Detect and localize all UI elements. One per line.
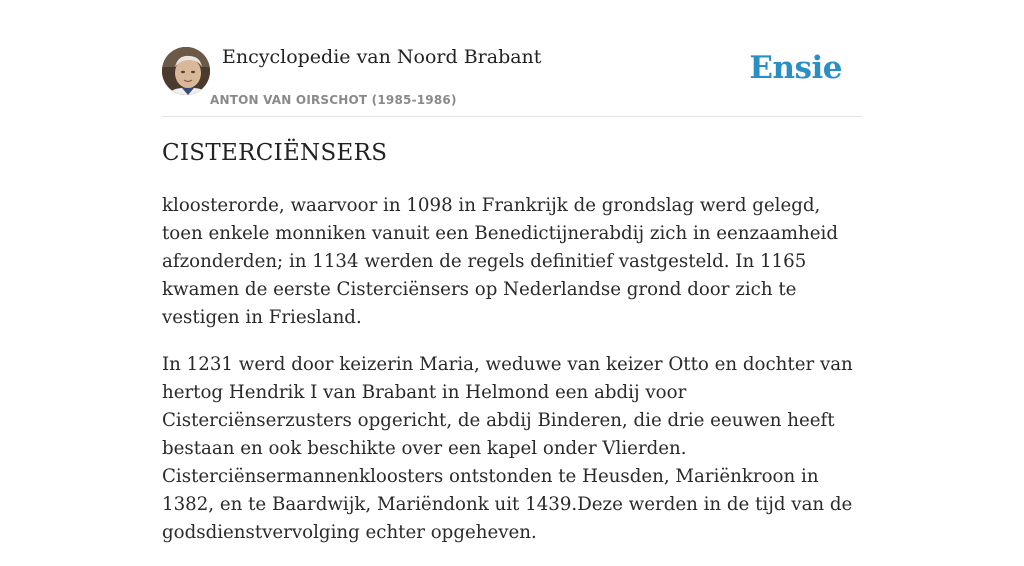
entry-paragraph: In 1231 werd door keizerin Maria, weduwe van keizer Otto en dochter van hertog Hendrik I van Brabant in Helmond een abdij voor Cisterciënserzusters opgericht, de abdij Binderen, die drie eeuwen heeft bestaan en ook beschikte over een kapel onder Vlierden. Cisterciënsermannenkloosters ontstonden te Heusden, Mariënkroon in 1382, en te Baardwijk, Mariëndonk uit 1439.Deze werden in de tijd van de godsdienstvervolging echter opgeheven.: [162, 354, 853, 543]
entry-title: CISTERCIËNSERS: [162, 140, 388, 166]
author-avatar[interactable]: [162, 47, 210, 95]
author-name[interactable]: ANTON VAN OIRSCHOT (1985-1986): [210, 93, 457, 107]
entry-content: [162, 192, 866, 566]
page-header: [162, 46, 862, 117]
brand-logo[interactable]: Ensie: [749, 50, 842, 86]
book-title[interactable]: Encyclopedie van Noord Brabant: [222, 46, 542, 68]
entry-paragraph: kloosterorde, waarvoor in 1098 in Frankrijk de grondslag werd gelegd, toen enkele monniken vanuit een Benedictijnerabdij zich in eenzaamheid afzonderden; in 1134 werden de regels definitief vastgesteld. In 1165 kwamen de eerste Cisterciënsers op Nederlandse grond door zich te vestigen in Friesland.: [162, 195, 838, 328]
